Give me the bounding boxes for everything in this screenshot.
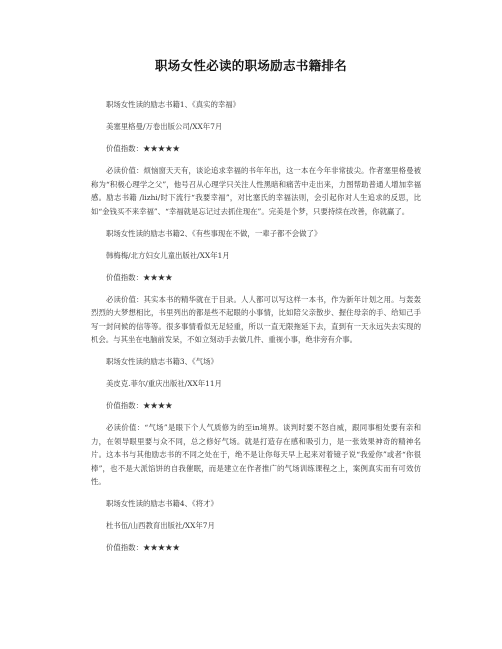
book-rating: 价值指数：★★★★ xyxy=(106,272,173,282)
book-publisher: 杜书伍/山西教育出版社/XX年7月 xyxy=(106,521,215,530)
book-publisher: 韩梅梅/北方妇女儿童出版社/XX年1月 xyxy=(106,250,230,260)
book-review: 必读价值：烦恼窗天天有，谈论追求幸福的书年年出，这一本在今年非常拔尖。作者塞里格曼被称为“积极心理学之父”，他号召从心理学只关注人性黑暗和痛苦中走出来，力图帮助普通人增加幸福感。励志书籍 /lizhi/时下流行“我要幸福”，对比塞氏的幸福法则，会引起你对人生追求的反思，比如“金钱买不来幸福”、“幸福就是忘记过去抓住现在”。完美是个梦，只要持续在改善，你就赢了。 xyxy=(91,166,421,216)
book-publisher: 美皮克.菲尔/重庆出版社/XX年11月 xyxy=(106,379,222,388)
document-title: 职场女性必读的职场励志书籍排名 xyxy=(154,58,347,73)
book-heading: 职场女性读的励志书籍3、《气场》 xyxy=(106,357,218,366)
book-publisher: 美塞里格曼/万卷出版公司/XX年7月 xyxy=(106,122,223,131)
book-heading: 职场女性读的励志书籍1、《真实的幸福》 xyxy=(106,100,241,109)
book-heading: 职场女性读的励志书籍4、《将才》 xyxy=(106,499,218,508)
book-heading: 职场女性读的励志书籍2、《有些事现在不做，一辈子都不会做了》 xyxy=(106,228,322,238)
book-rating: 价值指数：★★★★ xyxy=(106,401,173,410)
book-review: 必读价值：“气场”是眼下个人气质修为的至in境界。谈判时要不怒自威，跟同事相处要有亲和力，在领导眼里要与众不同，总之修好气场。就是打造存在感和吸引力，是一张效果神奇的精神名片。这本书与其他励志书的不同之处在于，绝不是让你每天早上起来对着镜子说“我爱你”或者“你很棒”，也不是大派馅饼的自我催眠，而是建立在作者推广的气场训练课程之上，案例真实而有可效仿性。 xyxy=(91,423,421,486)
document-body xyxy=(91,98,421,563)
book-rating: 价值指数：★★★★★ xyxy=(106,543,180,552)
book-review: 必读价值：其实本书的精华就在于目录。人人都可以写这样一本书，作为新年计划之用。与轰轰烈烈的大梦想相比，书里列出的都是些不起眼的小事情，比如陪父亲散步、握住母亲的手、给知己手写一封问候的信等等。很多事情看似无足轻重，所以一直无限拖延下去，直到有一天永远失去实现的机会。与其坐在电脑前发呆，不如立刻动手去做几件、重视小事，绝非旁有介事。 xyxy=(91,294,421,344)
book-rating: 价值指数：★★★★★ xyxy=(106,144,180,153)
